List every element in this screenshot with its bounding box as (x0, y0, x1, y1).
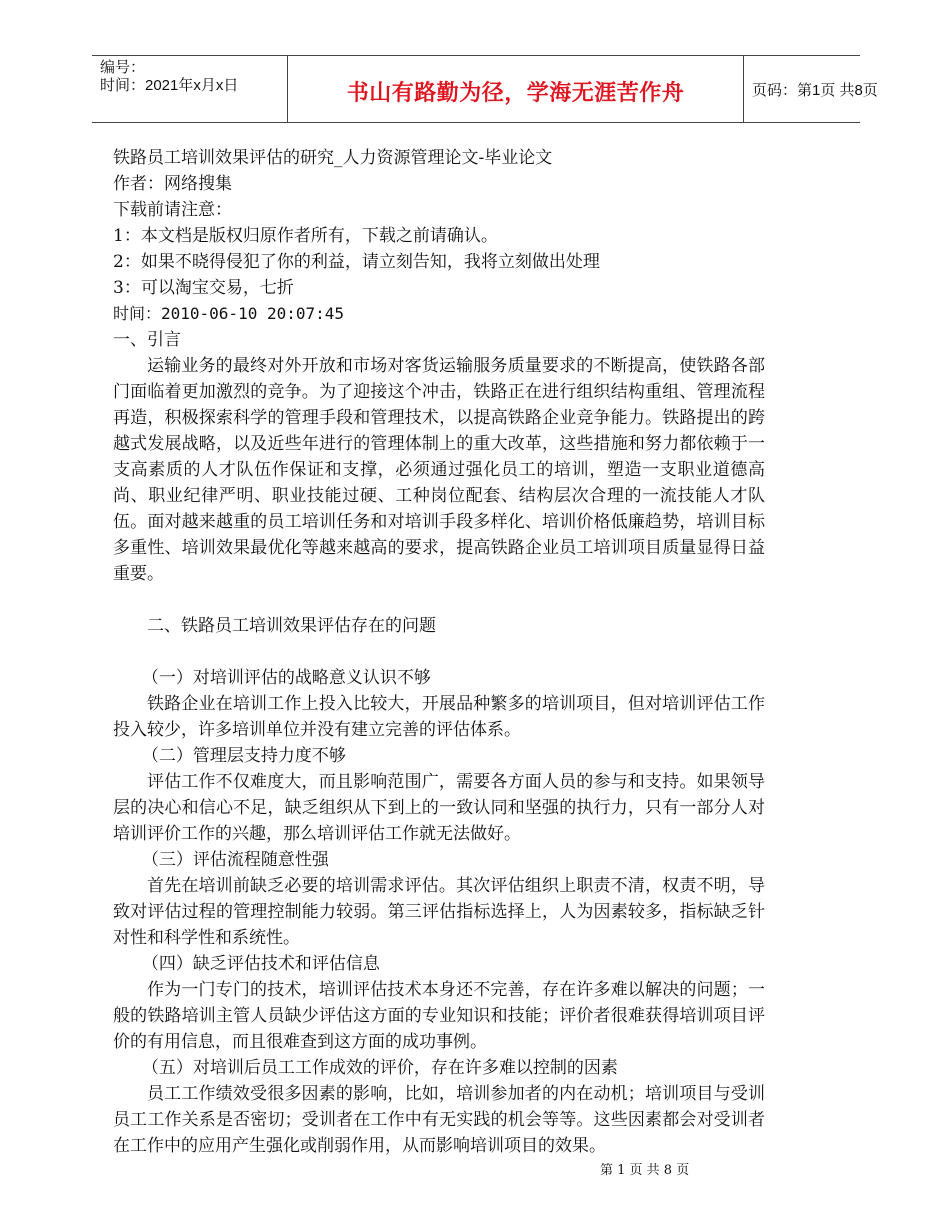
section-heading: 一、引言 (113, 330, 181, 350)
document-title: 铁路员工培训效果评估的研究_人力资源管理论文-毕业论文 (113, 148, 553, 168)
document-body (113, 145, 765, 1159)
subsection-heading: （四）缺乏评估技术和评估信息 (141, 954, 380, 974)
page-header (92, 55, 878, 123)
header-left-cell (92, 56, 287, 122)
header-page-info: 页码：第1页 共8页 (752, 82, 878, 99)
subsection-paragraph: 铁路企业在培训工作上投入比较大，开展品种繁多的培训项目，但对培训评估工作投入较少，许多培训单位并没有建立完善的评估体系。 (113, 694, 765, 740)
notice-item: 3：可以淘宝交易，七折 (113, 278, 294, 298)
header-center-cell (287, 56, 744, 122)
subsection-heading: （三）评估流程随意性强 (141, 850, 329, 870)
notice-item: 2：如果不晓得侵犯了你的利益，请立刻告知，我将立刻做出处理 (113, 252, 600, 272)
author-line: 作者：网络搜集 (113, 174, 232, 194)
notice-item: 1：本文档是版权归原作者所有，下载之前请确认。 (113, 226, 498, 246)
subsection-paragraph: 员工工作绩效受很多因素的影响，比如，培训参加者的内在动机；培训项目与受训员工工作关系是否密切；受训者在工作中有无实践的机会等等。这些因素都会对受训者在工作中的应用产生强化或削弱作用，从而影响培训项目的效果。 (113, 1084, 765, 1156)
time-label: 时间：2021年x月x日 (100, 77, 239, 94)
section-paragraph: 运输业务的最终对外开放和市场对客货运输服务质量要求的不断提高，使铁路各部门面临着更加激烈的竞争。为了迎接这个冲击，铁路正在进行组织结构重组、管理流程再造，积极探索科学的管理手段和管理技术，以提高铁路企业竞争能力。铁路提出的跨越式发展战略，以及近些年进行的管理体制上的重大改革，这些措施和努力都依赖于一支高素质的人才队伍作保证和支撑，必须通过强化员工的培训，塑造一支职业道德高尚、职业纪律严明、职业技能过硬、工种岗位配套、结构层次合理的一流技能人才队伍。面对越来越重的员工培训任务和对培训手段多样化、培训价格低廉趋势，培训目标多重性、培训效果最优化等越来越高的要求，提高铁路企业员工培训项目质量显得日益重要。 (113, 356, 765, 584)
subsection-paragraph: 评估工作不仅难度大，而且影响范围广，需要各方面人员的参与和支持。如果领导层的决心和信心不足，缺乏组织从下到上的一致认同和坚强的执行力，只有一部分人对培训评价工作的兴趣，那么培训评估工作就无法做好。 (113, 772, 765, 844)
section-heading: 二、铁路员工培训效果评估存在的问题 (147, 616, 436, 636)
notice-heading: 下载前请注意： (113, 200, 232, 220)
subsection-paragraph: 作为一门专门的技术，培训评估技术本身还不完善，存在许多难以解决的问题；一般的铁路培训主管人员缺少评估这方面的专业知识和技能；评价者很难获得培训项目评价的有用信息，而且很难查到这方面的成功事例。 (113, 980, 765, 1052)
subsection-heading: （一）对培训评估的战略意义认识不够 (141, 668, 431, 688)
publish-time: 时间：2010-06-10 20:07:45 (113, 304, 345, 323)
subsection-heading: （二）管理层支持力度不够 (141, 746, 346, 766)
subsection-paragraph: 首先在培训前缺乏必要的培训需求评估。其次评估组织上职责不清，权责不明，导致对评估过程的管理控制能力较弱。第三评估指标选择上，人为因素较多，指标缺乏针对性和科学性和系统性。 (113, 876, 765, 948)
subsection-heading: （五）对培训后员工工作成效的评价，存在许多难以控制的因素 (141, 1058, 618, 1078)
number-label: 编号： (100, 59, 146, 76)
header-right-cell (742, 56, 878, 122)
motto: 书山有路勤为径，学海无涯苦作舟 (346, 81, 685, 106)
page-footer: 第 1 页 共 8 页 (600, 1163, 690, 1178)
